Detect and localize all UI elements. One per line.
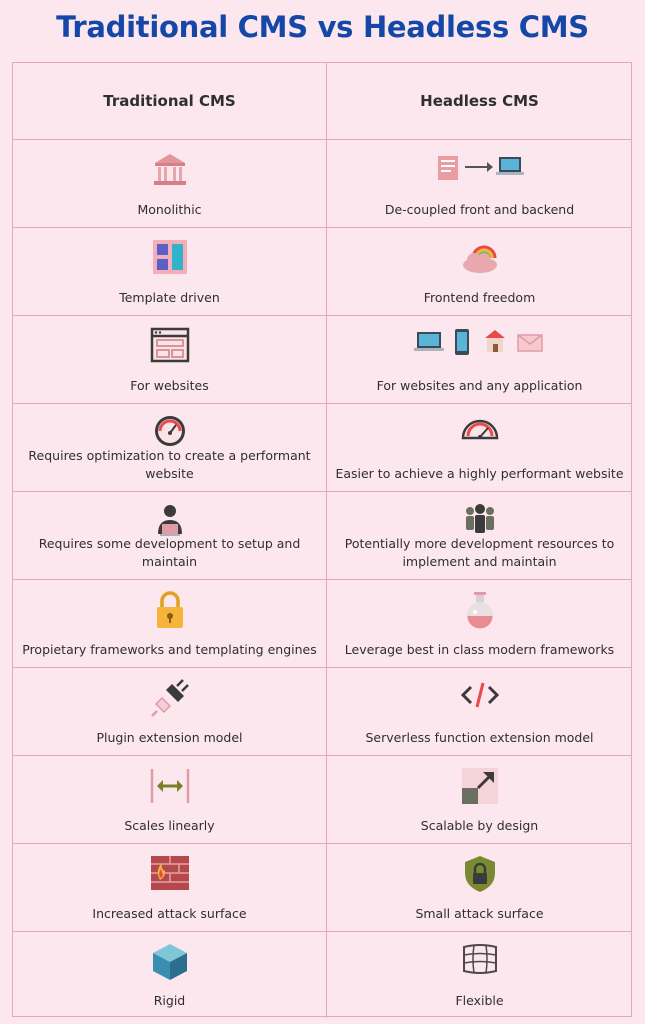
cell-label: Flexible xyxy=(455,993,504,1008)
table-row xyxy=(13,404,631,492)
team-icon xyxy=(463,502,497,536)
arrow-width-icon xyxy=(148,766,192,806)
table-row xyxy=(13,580,631,668)
cell-label: Rigid xyxy=(153,993,186,1008)
firewall-icon xyxy=(149,854,191,892)
table-cell xyxy=(327,404,632,491)
table-cell xyxy=(327,844,632,931)
cell-label: Potentially more development resources to implement and maintain xyxy=(344,536,615,569)
cell-label: Scales linearly xyxy=(124,818,215,833)
table-cell xyxy=(13,404,327,491)
building-columns-icon xyxy=(151,150,189,188)
table-cell xyxy=(327,316,632,403)
table-cell xyxy=(13,668,327,755)
cell-label: For websites xyxy=(130,378,209,393)
cell-label: Requires some development to setup and maintain xyxy=(38,536,301,569)
cube-icon xyxy=(151,942,189,982)
flask-icon xyxy=(464,590,496,630)
table-header-row xyxy=(13,63,631,140)
table-cell xyxy=(13,492,327,579)
template-layout-icon xyxy=(151,238,189,276)
gauge-icon xyxy=(460,414,500,446)
table-row xyxy=(13,844,631,932)
table-cell xyxy=(13,932,327,1018)
column-header-traditional: Traditional CMS xyxy=(103,92,236,110)
table-cell xyxy=(13,140,327,227)
cell-label: Plugin extension model xyxy=(96,730,243,745)
rainbow-cloud-icon xyxy=(460,238,500,276)
table-row xyxy=(13,228,631,316)
table-cell xyxy=(327,932,632,1018)
column-header-headless: Headless CMS xyxy=(420,92,539,110)
table-cell xyxy=(327,580,632,667)
developer-icon xyxy=(154,502,186,538)
browser-window-icon xyxy=(150,326,190,364)
document-to-laptop-icon xyxy=(432,150,528,184)
table-row xyxy=(13,932,631,1018)
plug-icon xyxy=(150,678,190,718)
cell-label: Easier to achieve a highly performant website xyxy=(335,466,624,481)
cell-label: Increased attack surface xyxy=(92,906,247,921)
cell-label: De-coupled front and backend xyxy=(384,202,575,217)
cell-label: Frontend freedom xyxy=(423,290,536,305)
cell-label: Template driven xyxy=(119,290,220,305)
cell-label: Small attack surface xyxy=(415,906,544,921)
cell-label: Leverage best in class modern frameworks xyxy=(344,642,615,657)
grid-mesh-icon xyxy=(460,942,500,976)
table-cell xyxy=(13,316,327,403)
table-cell xyxy=(327,140,632,227)
cell-label: Requires optimization to create a performant website xyxy=(28,448,311,481)
table-row xyxy=(13,140,631,228)
table-row xyxy=(13,316,631,404)
speedometer-icon xyxy=(153,414,187,448)
code-icon xyxy=(460,678,500,712)
table-row xyxy=(13,668,631,756)
cell-label: Propietary frameworks and templating engines xyxy=(22,642,317,657)
table-cell xyxy=(13,844,327,931)
table-cell xyxy=(13,756,327,843)
table-cell xyxy=(327,492,632,579)
devices-icon xyxy=(414,326,546,362)
table-row xyxy=(13,492,631,580)
shield-lock-icon xyxy=(463,854,497,894)
table-row xyxy=(13,756,631,844)
cell-label: For websites and any application xyxy=(376,378,583,393)
table-cell xyxy=(327,668,632,755)
padlock-icon xyxy=(154,590,186,630)
table-cell xyxy=(327,228,632,315)
comparison-table xyxy=(12,62,632,1017)
cell-label: Scalable by design xyxy=(420,818,539,833)
table-cell xyxy=(13,228,327,315)
table-cell xyxy=(327,756,632,843)
cell-label: Monolithic xyxy=(137,202,202,217)
cell-label: Serverless function extension model xyxy=(365,730,594,745)
page-title: Traditional CMS vs Headless CMS xyxy=(56,10,589,44)
scale-expand-icon xyxy=(460,766,500,806)
table-cell xyxy=(13,580,327,667)
